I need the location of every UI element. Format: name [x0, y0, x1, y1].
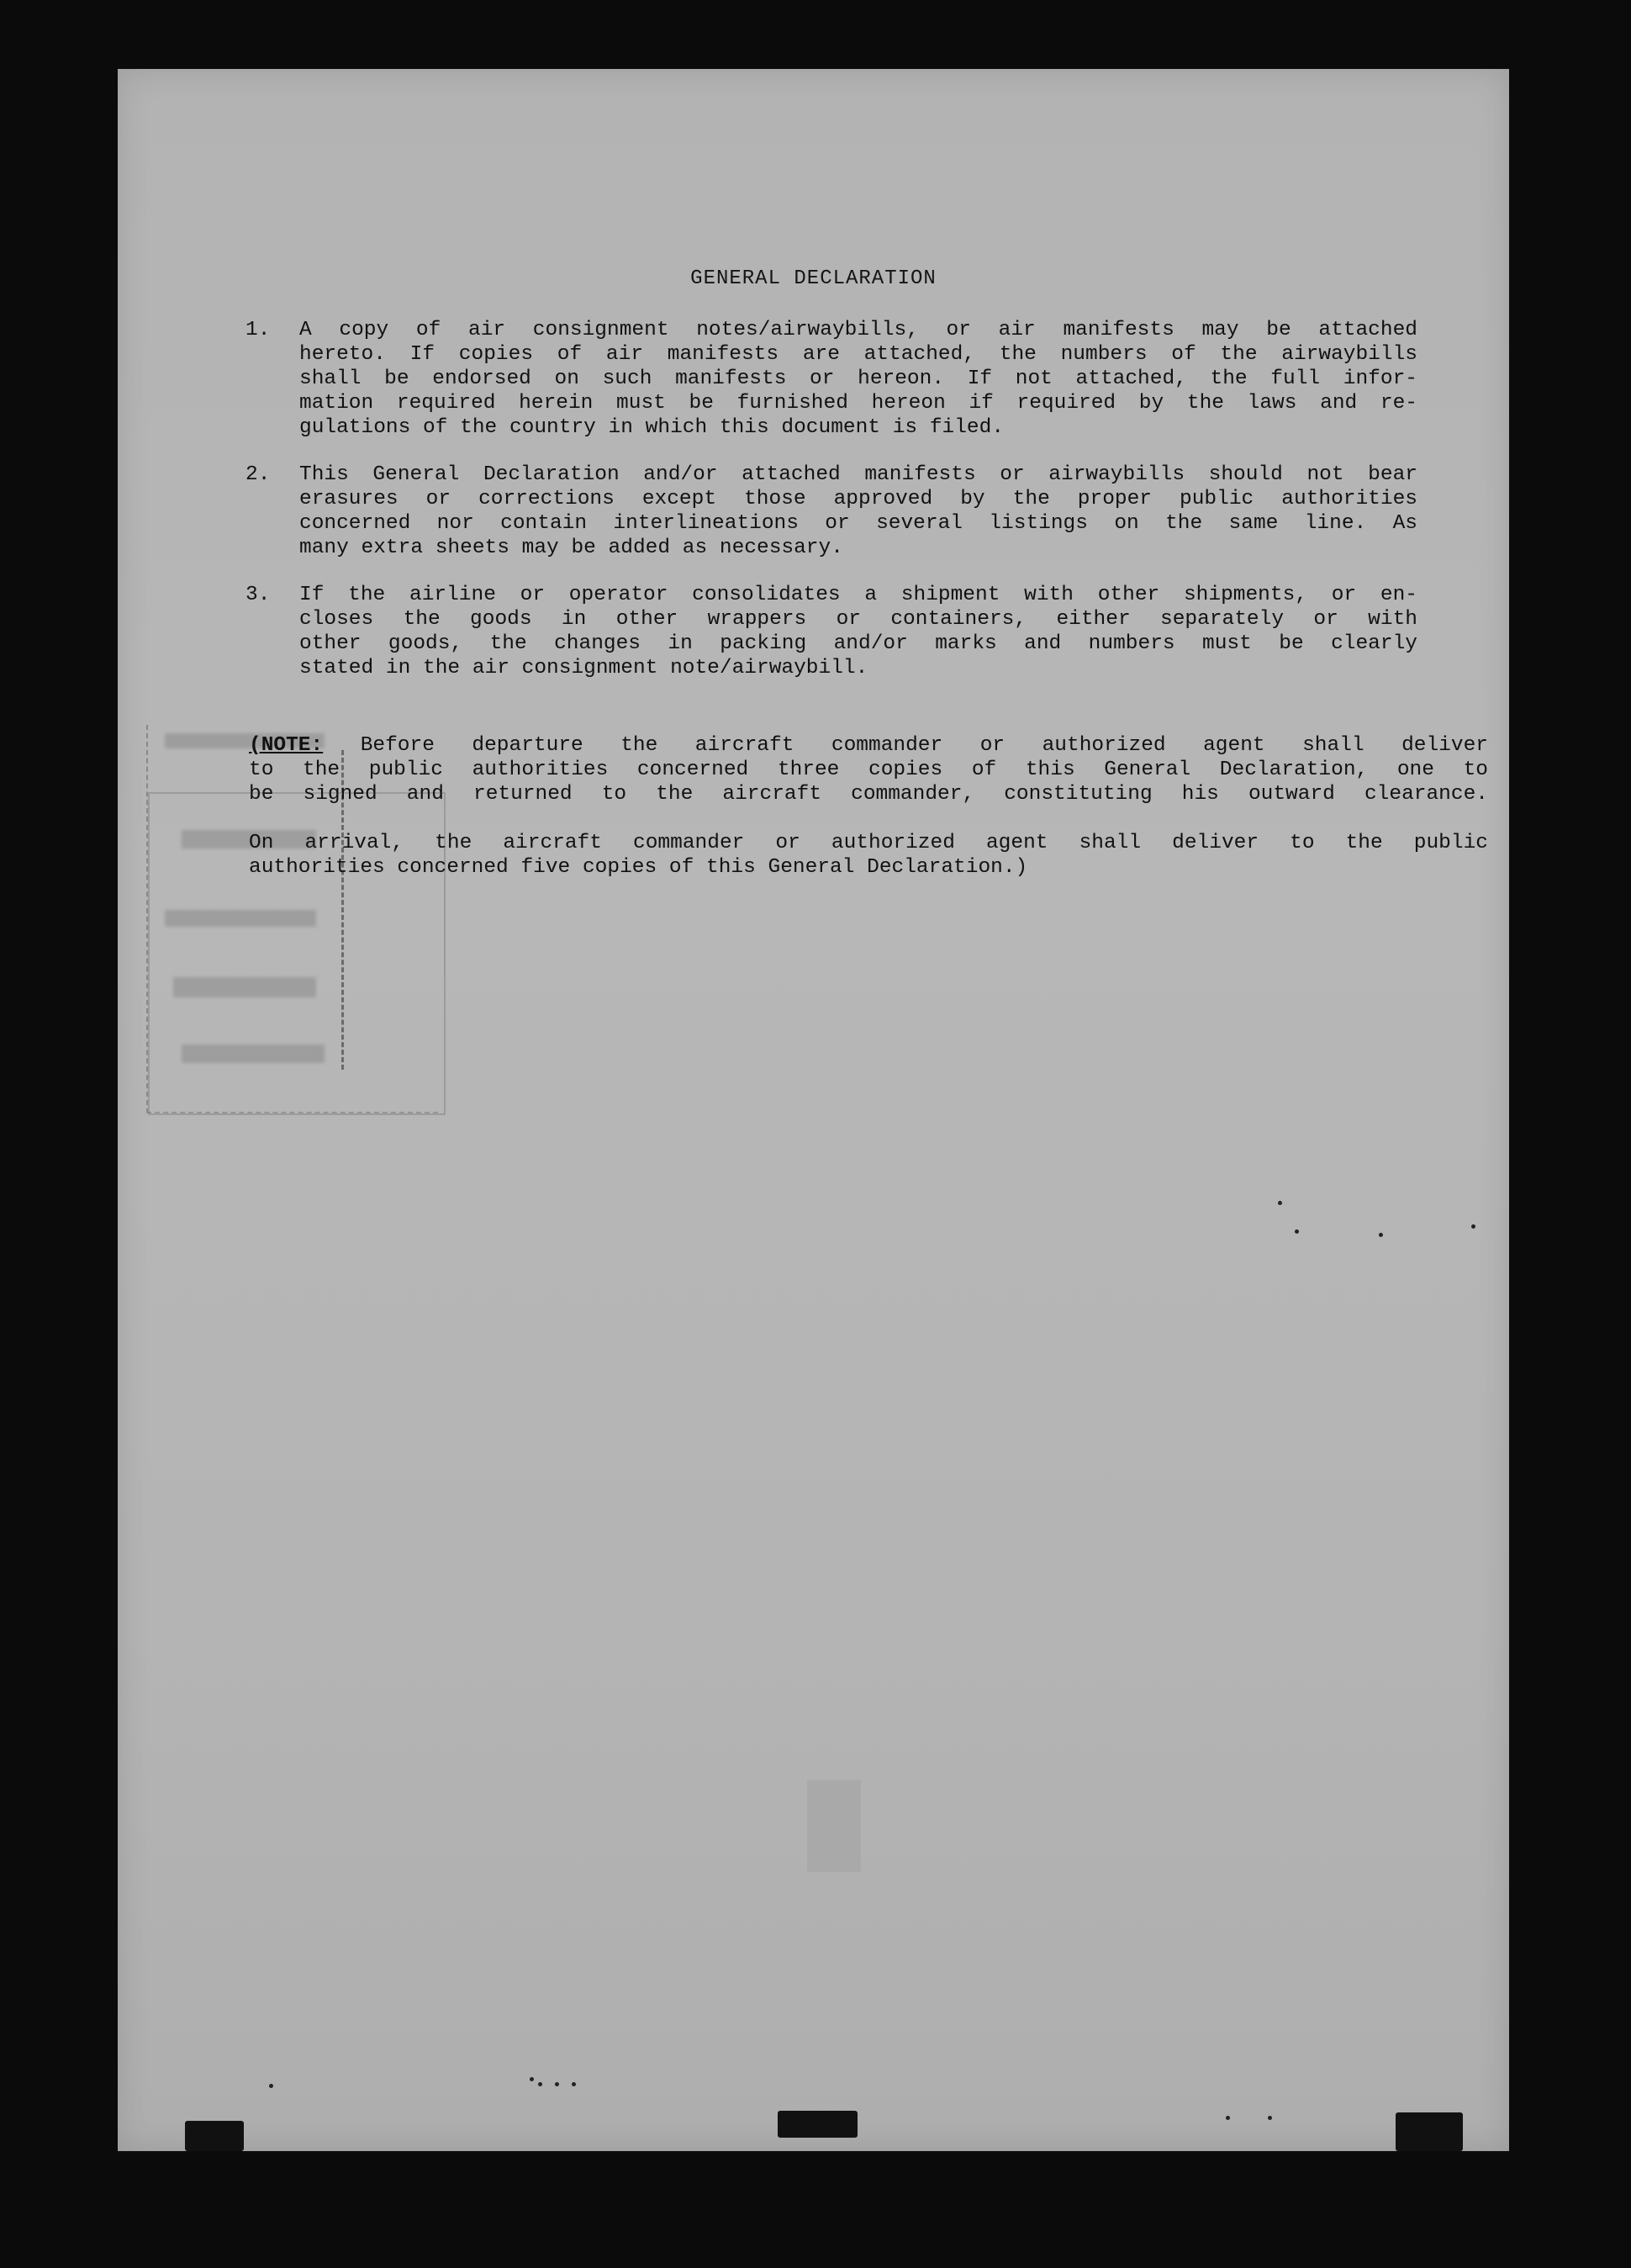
speck [1471, 1224, 1475, 1229]
stamp-smudge [173, 977, 316, 997]
item-number: 1. [245, 319, 271, 341]
speck [1278, 1201, 1282, 1205]
item-line: If the airline or operator consolidates a shipment with other shipments, or en- [299, 584, 1417, 606]
note-line: authorities concerned five copies of this General Declaration.) [249, 856, 1028, 879]
item-number: 2. [245, 463, 271, 486]
item-line: mation required herein must be furnished hereon if required by the laws and re- [299, 392, 1417, 415]
scan-blot [778, 2111, 858, 2138]
item-line: gulations of the country in which this document is filed. [299, 416, 1005, 439]
item-line: other goods, the changes in packing and/or marks and numbers must be clearly [299, 632, 1417, 655]
note-text: Before departure the aircraft commander or authorized agent shall deliver [323, 734, 1488, 757]
note-line [249, 806, 1488, 831]
stamp-smudge [165, 910, 316, 927]
scan-blot [185, 2121, 244, 2151]
scan-blot [1396, 2112, 1463, 2151]
note-line: be signed and returned to the aircraft commander, constituting his outward clearance. [249, 783, 1488, 806]
stamp-smudge [182, 1044, 325, 1063]
item-line: hereto. If copies of air manifests are attached, the numbers of the airwaybills [299, 343, 1417, 366]
note-label: (NOTE: [249, 734, 324, 757]
speck [269, 2084, 273, 2088]
item-number: 3. [245, 584, 271, 606]
note-line [249, 733, 1488, 758]
speck [530, 2077, 534, 2081]
item-line: many extra sheets may be added as necessary. [299, 537, 843, 559]
speck [572, 2082, 576, 2086]
item-text [299, 318, 1417, 440]
show-through-text: █ [807, 1786, 861, 1869]
note-line: On arrival, the aircraft commander or authorized agent shall deliver to the public [249, 832, 1488, 854]
document-page [118, 69, 1509, 2151]
item-line: A copy of air consignment notes/airwaybills, or air manifests may be attached [299, 319, 1417, 341]
item-line: concerned nor contain interlineations or several listings on the same line. As [299, 512, 1417, 535]
item-line: erasures or corrections except those approved by the proper public authorities [299, 488, 1417, 510]
item-line: closes the goods in other wrappers or containers, either separately or with [299, 608, 1417, 631]
note-line: to the public authorities concerned three copies of this General Declaration, one to [249, 759, 1488, 781]
speck [1268, 2116, 1272, 2120]
document-title: GENERAL DECLARATION [690, 267, 937, 290]
speck [538, 2082, 542, 2086]
item-line: This General Declaration and/or attached manifests or airwaybills should not bear [299, 463, 1417, 486]
speck [555, 2082, 559, 2086]
speck [1379, 1233, 1383, 1237]
item-text [299, 463, 1417, 560]
item-line: shall be endorsed on such manifests or hereon. If not attached, the full infor- [299, 367, 1417, 390]
speck [1295, 1229, 1299, 1234]
item-line: stated in the air consignment note/airwaybill. [299, 657, 868, 679]
item-text [299, 583, 1417, 680]
speck [1226, 2116, 1230, 2120]
note-block [249, 733, 1488, 880]
